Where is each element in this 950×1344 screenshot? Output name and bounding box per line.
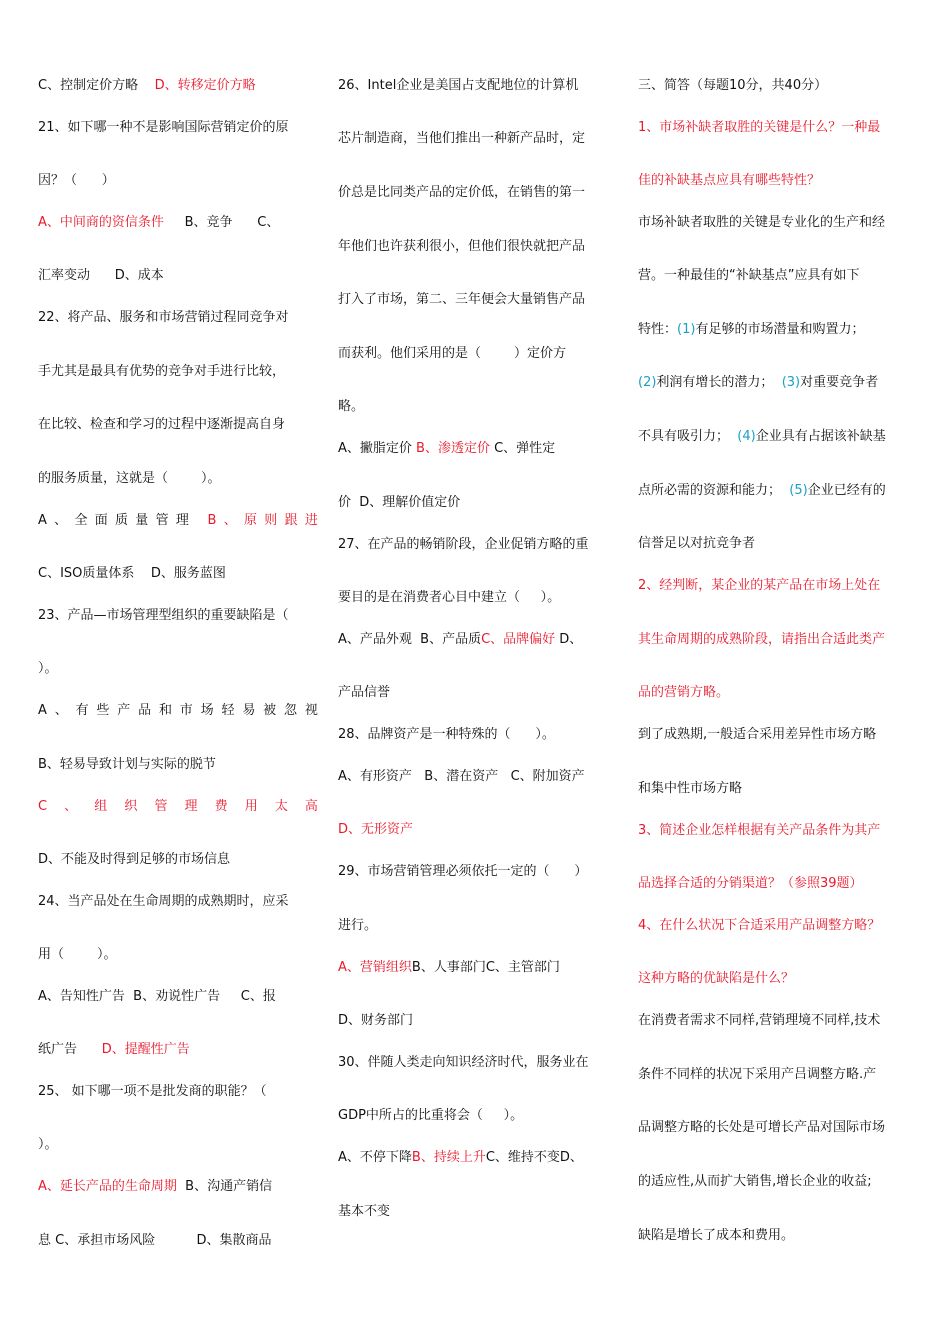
- text-segment: 有足够的市场潜量和购置力；: [695, 322, 865, 337]
- item-number: (5): [789, 483, 808, 498]
- answer-text: 、: [223, 513, 237, 528]
- text-segment: A: [38, 513, 47, 528]
- text-segment: 、: [54, 513, 68, 528]
- answer-text: 织: [124, 799, 138, 814]
- text-segment: D、不能及时得到足够的市场信息: [38, 852, 231, 867]
- text-segment: ）。: [38, 661, 58, 676]
- text-line: [338, 620, 618, 660]
- answer-text: 品选择合适的分销渠道？（参照39题）: [638, 876, 863, 891]
- text-line: [338, 852, 618, 892]
- text-segment: 22、将产品、服务和市场营销过程同竞争对: [38, 310, 289, 325]
- text-line: [338, 429, 618, 469]
- text-segment: 27、在产品的畅销阶段，企业促销方略的重: [338, 537, 589, 552]
- text-line: [38, 256, 318, 296]
- text-segment: 营。一种最佳的“补缺基点”应具有如下: [638, 268, 860, 283]
- text-line: [638, 1001, 920, 1041]
- text-segment: 企业已经有的: [807, 483, 886, 498]
- item-number: (2): [638, 375, 657, 390]
- text-segment: 忽: [284, 703, 298, 718]
- text-line: [38, 649, 318, 689]
- text-line: [38, 935, 318, 975]
- text-line: [38, 787, 318, 827]
- text-segment: 质: [115, 513, 129, 528]
- answer-text: B、渗透定价: [416, 441, 490, 456]
- text-segment: C、弹性定: [489, 441, 556, 456]
- text-line: [338, 715, 618, 755]
- answer-text: 太: [274, 799, 288, 814]
- text-line: [38, 298, 318, 338]
- text-line: [638, 161, 920, 201]
- text-line: [38, 1167, 318, 1207]
- text-segment: C、ISO质量体系 D、服务蓝图: [38, 566, 226, 581]
- text-line: [638, 769, 920, 809]
- text-segment: 息 C、承担市场风险 D、集散商品: [38, 1233, 272, 1248]
- text-line: [338, 525, 618, 565]
- text-segment: 三、简答（每题10分，共40分）: [638, 78, 828, 93]
- text-line: [638, 417, 920, 457]
- text-line: [38, 1072, 318, 1112]
- text-line: [638, 1108, 920, 1148]
- text-segment: 25、 如下哪一项不是批发商的职能？（: [38, 1084, 267, 1099]
- text-line: [638, 256, 920, 296]
- answer-text: D、转移定价方略: [154, 78, 256, 93]
- text-segment: 手尤其是最具有优势的竞争对手进行比较，: [38, 364, 286, 379]
- text-line: [38, 66, 318, 106]
- text-line: [338, 227, 618, 267]
- text-line: [638, 864, 920, 904]
- text-line: [338, 1043, 618, 1083]
- text-segment: 特性：: [638, 322, 678, 337]
- answer-text: 理: [184, 799, 198, 814]
- text-segment: [196, 501, 200, 541]
- text-line: [338, 906, 618, 946]
- text-line: [638, 673, 920, 713]
- text-line: [38, 1125, 318, 1165]
- answer-text: 管: [154, 799, 168, 814]
- text-line: [38, 1030, 318, 1070]
- text-line: [38, 745, 318, 785]
- text-segment: 26、Intel企业是美国占支配地位的计算机: [338, 78, 579, 93]
- answer-text: 3、简述企业怎样根据有关产品条件为其产: [638, 823, 881, 838]
- text-segment: 视: [304, 703, 318, 718]
- text-line: [638, 1055, 920, 1095]
- text-line: [38, 459, 318, 499]
- text-segment: 信誉足以对抗竞争者: [638, 536, 756, 551]
- text-line: [38, 108, 318, 148]
- text-line: [338, 483, 618, 523]
- text-segment: 用（ ）。: [38, 947, 117, 962]
- text-line: [338, 1192, 618, 1232]
- text-segment: 和: [158, 703, 172, 718]
- answer-text: 品的营销方略。: [638, 685, 730, 700]
- text-line: [338, 578, 618, 618]
- text-segment: 有: [75, 703, 89, 718]
- answer-text: 则: [264, 513, 278, 528]
- text-segment: 品: [138, 703, 152, 718]
- text-segment: D、财务部门: [338, 1013, 414, 1028]
- text-segment: 在比较、检查和学习的过程中逐渐提高自身: [38, 417, 286, 432]
- text-segment: B、轻易导致计划与实际的脱节: [38, 757, 216, 772]
- text-segment: 产: [117, 703, 131, 718]
- answer-text: 1、市场补缺者取胜的关键是什么？一种最: [638, 120, 881, 135]
- text-segment: 因？（ ）: [38, 173, 115, 188]
- text-segment: 对重要竞争者: [800, 375, 879, 390]
- text-segment: 场: [200, 703, 214, 718]
- text-segment: 23、产品—市场管理型组织的重要缺陷是（: [38, 608, 289, 623]
- answer-text: 跟: [284, 513, 298, 528]
- answer-text: C、品牌偏好: [481, 632, 556, 647]
- text-segment: A、不停下降: [338, 1150, 412, 1165]
- text-line: [338, 1096, 618, 1136]
- text-line: [38, 161, 318, 201]
- text-segment: 市场补缺者取胜的关键是专业化的生产和经: [638, 215, 886, 230]
- answer-text: 进: [304, 513, 318, 528]
- text-segment: 条件不同样的状况下采用产吕调整方略.产: [638, 1067, 877, 1082]
- text-line: [338, 1138, 618, 1178]
- text-segment: 和集中性市场方略: [638, 781, 743, 796]
- text-line: [38, 1221, 318, 1261]
- text-line: [638, 524, 920, 564]
- text-segment: 打入了市场，第二、三年便会大量销售产品: [338, 292, 586, 307]
- text-segment: 到了成熟期,一般适合采用差异性市场方略: [638, 727, 877, 742]
- text-segment: A、产品外观 B、产品质: [338, 632, 482, 647]
- text-line: [38, 352, 318, 392]
- text-segment: 的服务质量，这就是（ ）。: [38, 471, 221, 486]
- text-segment: 被: [263, 703, 277, 718]
- text-segment: 企业具有占据该补缺基: [755, 429, 886, 444]
- answer-text: 这种方略的优缺陷是什么？: [638, 971, 795, 986]
- answer-text: 原: [244, 513, 258, 528]
- item-number: (4): [737, 429, 756, 444]
- text-segment: 纸广告: [38, 1042, 102, 1057]
- text-line: [38, 882, 318, 922]
- text-line: [38, 405, 318, 445]
- text-line: [338, 66, 618, 106]
- text-segment: C、控制定价方略: [38, 78, 155, 93]
- answer-text: B: [207, 513, 217, 528]
- text-line: [38, 691, 318, 731]
- text-segment: 芯片制造商，当他们推出一种新产品时，定: [338, 131, 586, 146]
- answer-text: A、延长产品的生命周期: [38, 1179, 177, 1194]
- answer-text: 其生命周期的成熟阶段，请指出合适此类产: [638, 632, 886, 647]
- text-segment: B、沟通产销信: [176, 1179, 273, 1194]
- text-segment: 易: [242, 703, 256, 718]
- text-segment: 利润有增长的潜力；: [656, 375, 782, 390]
- text-segment: 价 D、理解价值定价: [338, 495, 461, 510]
- text-line: [338, 334, 618, 374]
- text-line: [38, 596, 318, 636]
- text-segment: A、撇脂定价: [338, 441, 417, 456]
- text-line: [638, 1216, 920, 1256]
- text-line: [38, 554, 318, 594]
- text-segment: 在消费者需求不同样,营销理境不同样,技术: [638, 1013, 881, 1028]
- text-segment: 年他们也许获利很小，但他们很快就把产品: [338, 239, 586, 254]
- text-segment: 缺陷是增长了成本和费用。: [638, 1228, 795, 1243]
- text-segment: 进行。: [338, 918, 378, 933]
- text-line: [338, 810, 618, 850]
- text-line: [638, 906, 920, 946]
- text-line: [638, 310, 920, 350]
- text-segment: 不具有吸引力；: [638, 429, 738, 444]
- text-segment: 点所必需的资源和能力；: [638, 483, 790, 498]
- answer-text: 、: [64, 799, 78, 814]
- text-segment: 而获利。他们采用的是（ ）定价方: [338, 346, 567, 361]
- text-line: [638, 471, 920, 511]
- text-segment: B、人事部门C、主管部门: [411, 960, 560, 975]
- text-line: [38, 203, 318, 243]
- text-segment: 基本不变: [338, 1204, 391, 1219]
- text-line: [638, 620, 920, 660]
- text-line: [338, 673, 618, 713]
- text-line: [638, 363, 920, 403]
- text-segment: 轻: [221, 703, 235, 718]
- text-segment: A: [38, 703, 47, 718]
- text-line: [638, 959, 920, 999]
- answer-text: 高: [304, 799, 318, 814]
- text-line: [338, 119, 618, 159]
- item-number: (3): [781, 375, 801, 390]
- text-segment: 面: [94, 513, 108, 528]
- text-segment: 全: [74, 513, 88, 528]
- text-line: [638, 811, 920, 851]
- text-segment: 要目的是在消费者心目中建立（ ）。: [338, 590, 561, 605]
- text-line: [338, 948, 618, 988]
- text-segment: 汇率变动 D、成本: [38, 268, 164, 283]
- text-line: [38, 501, 318, 541]
- answer-text: D、无形资产: [338, 822, 414, 837]
- answer-text: A、中间商的资信条件: [38, 215, 164, 230]
- text-line: [638, 1162, 920, 1202]
- text-segment: 产品信誉: [338, 685, 391, 700]
- text-line: [638, 566, 920, 606]
- text-line: [38, 840, 318, 880]
- answer-text: 费: [214, 799, 228, 814]
- answer-text: 4、在什么状况下合适采用产品调整方略？: [638, 918, 881, 933]
- text-segment: 的适应性,从而扩大销售,增长企业的收益;: [638, 1174, 872, 1189]
- text-line: [638, 66, 920, 106]
- answer-text: 佳的补缺基点应具有哪些特性？: [638, 173, 821, 188]
- text-segment: 品调整方略的长处是可增长产品对国际市场: [638, 1120, 886, 1135]
- answer-text: 2、经判断，某企业的某产品在市场上处在: [638, 578, 881, 593]
- answer-text: C: [38, 799, 48, 814]
- item-number: (1): [677, 322, 696, 337]
- text-segment: C、维持不变D、: [485, 1150, 583, 1165]
- answer-text: B、持续上升: [411, 1150, 486, 1165]
- text-segment: 价总是比同类产品的定价低，在销售的第一: [338, 185, 586, 200]
- text-line: [338, 387, 618, 427]
- text-segment: ）。: [38, 1137, 58, 1152]
- text-segment: 29、市场营销管理必须依托一定的（ ）: [338, 864, 588, 879]
- text-segment: D、: [555, 632, 583, 647]
- text-line: [338, 173, 618, 213]
- text-segment: 市: [179, 703, 193, 718]
- text-segment: 28、品牌资产是一种特殊的（ ）。: [338, 727, 555, 742]
- text-line: [338, 757, 618, 797]
- text-line: [638, 715, 920, 755]
- text-segment: B、竞争 C、: [163, 215, 280, 230]
- answer-text: 组: [94, 799, 108, 814]
- text-segment: 21、如下哪一种不是影响国际营销定价的原: [38, 120, 289, 135]
- text-segment: 略。: [338, 399, 365, 414]
- text-segment: 管: [155, 513, 169, 528]
- text-segment: 、: [54, 703, 68, 718]
- text-segment: 量: [135, 513, 149, 528]
- text-line: [338, 1001, 618, 1041]
- text-segment: 30、伴随人类走向知识经济时代，服务业在: [338, 1055, 589, 1070]
- text-segment: GDP中所占的比重将会（ ）。: [338, 1108, 524, 1123]
- answer-text: 用: [244, 799, 258, 814]
- text-segment: 24、当产品处在生命周期的成熟期时，应采: [38, 894, 289, 909]
- text-line: [638, 108, 920, 148]
- text-segment: 理: [175, 513, 189, 528]
- text-segment: A、有形资产 B、潜在资产 C、附加资产: [338, 769, 585, 784]
- answer-text: A、营销组织: [338, 960, 412, 975]
- text-line: [38, 977, 318, 1017]
- answer-text: D、提醒性广告: [101, 1042, 190, 1057]
- text-line: [638, 203, 920, 243]
- text-line: [338, 280, 618, 320]
- text-segment: A、告知性广告 B、劝说性广告 C、报: [38, 989, 276, 1004]
- text-segment: 些: [96, 703, 110, 718]
